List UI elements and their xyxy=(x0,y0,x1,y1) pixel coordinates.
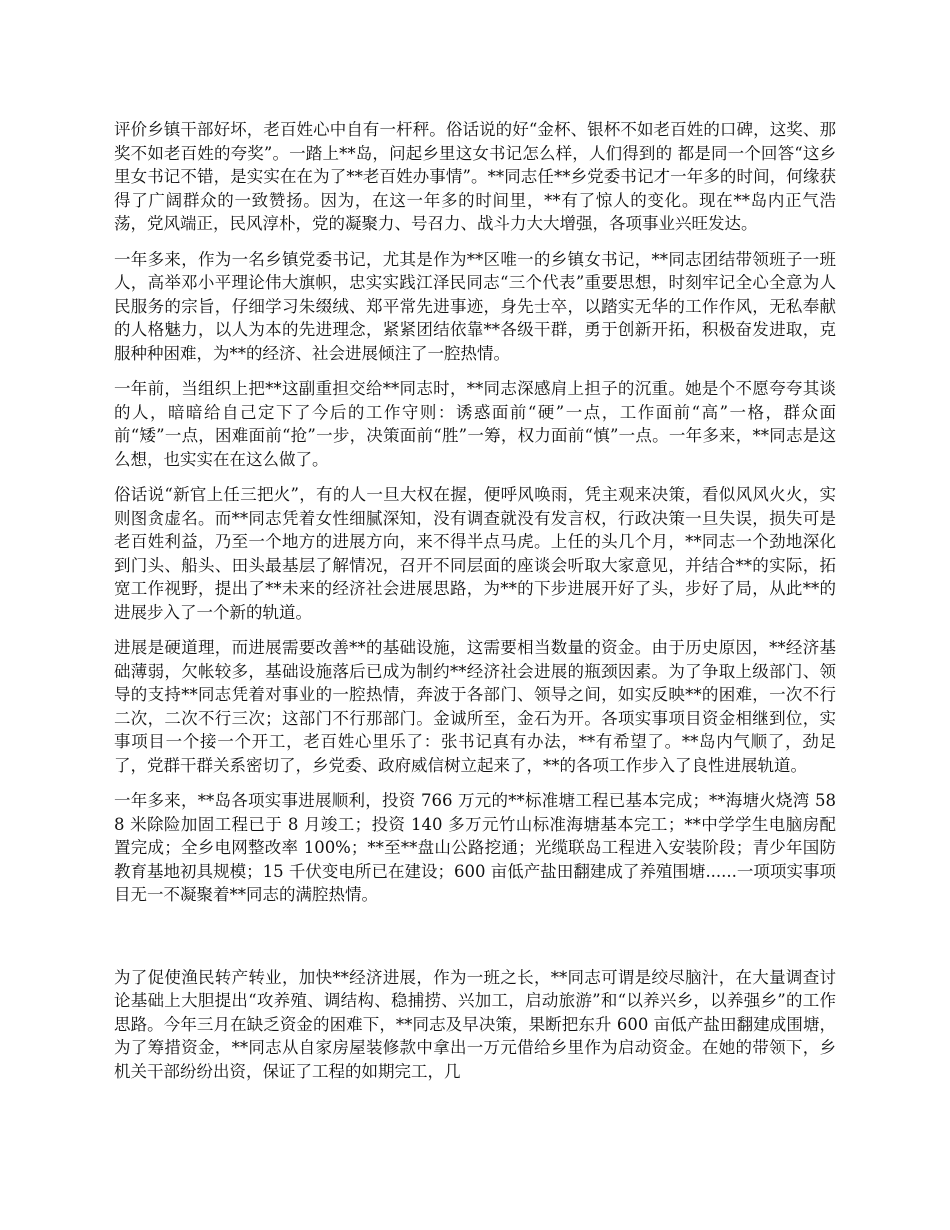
document-body xyxy=(114,118,836,1095)
paragraph-4: 俗话说“新官上任三把火”，有的人一旦大权在握，便呼风唤雨，凭主观来决策，看似风风火火，实则图贪虚名。而**同志凭着女性细腻深知，没有调查就没有发言权，行政决策一旦失误，损失可是老百姓利益，乃至一个地方的进展方向，来不得半点马虎。上任的头几个月，**同志一个劲地深化到门头、船头、田头最基层了解情况，召开不同层面的座谈会听取大家意见，并结合**的实际，拓宽工作视野，提出了**未来的经济社会进展思路，为**的下步进展开好了头，步好了局，从此**的进展步入了一个新的轨道。 xyxy=(114,485,836,622)
paragraph-3: 一年前，当组织上把**这副重担交给**同志时，**同志深感肩上担子的沉重。她是个不愿夸夸其谈的人，暗暗给自己定下了今后的工作守则：诱惑面前“硬”一点，工作面前“高”一格，群众面前“矮”一点，困难面前“抢”一步，决策面前“胜”一筹，权力面前“慎”一点。一年多来，**同志是这么想，也实实在在这么做了。 xyxy=(114,379,836,469)
paragraph-7: 为了促使渔民转产转业，加快**经济进展，作为一班之长，**同志可谓是绞尽脑汁，在大量调查讨论基础上大胆提出“攻养殖、调结构、稳捕捞、兴加工，启动旅游”和“以养兴乡，以养强乡”的工作思路。今年三月在缺乏资金的困难下，**同志及早决策，果断把东升 600 亩低产盐田翻建成围塘，为了筹措资金，**同志从自家房屋装修款中拿出一万元借给乡里作为启动资金。在她的带领下，乡机关干部纷纷出资，保证了工程的如期完工，几 xyxy=(114,967,836,1081)
paragraph-6: 一年多来，**岛各项实事进展顺利，投资 766 万元的**标准塘工程已基本完成；**海塘火烧湾 588 米除险加固工程已于 8 月竣工；投资 140 多万元竹山标准海塘基本完工；**中学学生电脑房配置完成；全乡电网整改率 100%；**至**盘山公路挖通；光缆联岛工程进入安装阶段；青少年国防教育基地初具规模；15 千伏变电所已在建设；600 亩低产盐田翻建成了养殖围塘......一项项实事项目无一不凝聚着**同志的满腔热情。 xyxy=(114,791,836,904)
paragraph-5: 进展是硬道理，而进展需要改善**的基础设施，这需要相当数量的资金。由于历史原因，**经济基础薄弱，欠帐较多，基础设施落后已成为制约**经济社会进展的瓶颈因素。为了争取上级部门、领导的支持**同志凭着对事业的一腔热情，奔波于各部门、领导之间，如实反映**的困难，一次不行二次，二次不行三次；这部门不行那部门。金诚所至，金石为开。各项实事项目资金相继到位，实事项目一个接一个开工，老百姓心里乐了：张书记真有办法，**有希望了。**岛内气顺了，劲足了，党群干群关系密切了，乡党委、政府威信树立起来了，**的各项工作步入了良性进展轨道。 xyxy=(114,638,836,775)
section-spacer xyxy=(114,919,836,966)
paragraph-2: 一年多来，作为一名乡镇党委书记，尤其是作为**区唯一的乡镇女书记，**同志团结带领班子一班人，高举邓小平理论伟大旗帜，忠实实践江泽民同志“三个代表”重要思想，时刻牢记全心全意为人民服务的宗旨，仔细学习朱缀绒、郑平常先进事迹，身先士卒，以踏实无华的工作作风，无私奉献的人格魅力，以人为本的先进理念，紧紧团结依靠**各级干群，勇于创新开拓，积极奋发进取，克服种种困难，为**的经济、社会进展倾注了一腔热情。 xyxy=(114,249,836,363)
paragraph-1: 评价乡镇干部好坏，老百姓心中自有一杆秤。俗话说的好“金杯、银杯不如老百姓的口碑，这奖、那奖不如老百姓的夸奖”。一踏上**岛，问起乡里这女书记怎么样，人们得到的 都是同一个回答“这乡里女书记不错，是实实在在为了**老百姓办事情”。**同志任**乡党委书记才一年多的时间，何缘获得了广阔群众的一致赞扬。因为，在这一年多的时间里，**有了惊人的变化。现在**岛内正气浩荡，党风端正，民风淳朴，党的凝聚力、号召力、战斗力大大增强，各项事业兴旺发达。 xyxy=(114,120,836,233)
